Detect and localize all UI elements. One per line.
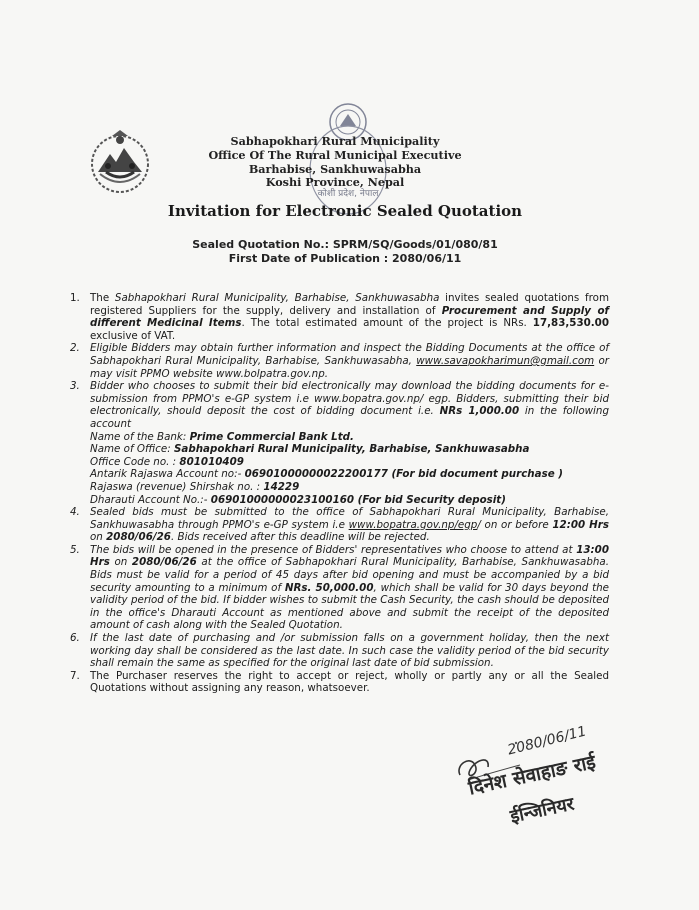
item-text: The bids will be opened in the presence of Bidders' representatives who choose to attend at	[90, 543, 577, 556]
list-item	[64, 670, 609, 695]
antarik-account: 06901000000022200177 (For bid document purchase )	[244, 468, 563, 481]
item-text: . Bids received after this deadline will be rejected.	[170, 531, 430, 544]
list-item	[64, 506, 609, 544]
item-text: . The total estimated amount of the project is NRs.	[241, 317, 533, 330]
shirshak-number: 14229	[263, 480, 300, 493]
office-label: Name of Office:	[90, 443, 174, 456]
opening-date: 2080/06/26	[131, 556, 197, 569]
item-text: invites sealed quotations from registered Suppliers for the supply, delivery and installation of	[90, 292, 609, 317]
bid-security-amount: NRs. 50,000.00	[284, 581, 374, 594]
item-text: exclusive of VAT.	[90, 329, 176, 342]
nepal-emblem-logo	[86, 128, 154, 196]
header-office: Office Of The Rural Municipal Executive	[208, 148, 462, 162]
item-number: 1.	[70, 292, 80, 304]
bank-name: Prime Commercial Bank Ltd.	[189, 430, 354, 443]
list-item	[64, 342, 609, 380]
item-text: / on or before	[477, 518, 553, 531]
item-number: 3.	[70, 380, 80, 393]
header-municipality: Sabhapokhari Rural Municipality	[230, 134, 440, 148]
item-text: The Purchaser reserves the right to accept or reject, wholly or partly any or all the Sealed Quotations without assigning any reason, whatsoever.	[90, 669, 609, 695]
list-item	[64, 544, 609, 632]
list-item	[64, 292, 609, 342]
opening-time: 13:00 Hrs	[90, 543, 609, 569]
publication-date: First Date of Publication : 2080/06/11	[228, 252, 462, 265]
signatory-designation: ईन्जिनियर	[508, 793, 577, 828]
quotation-number: Sealed Quotation No.: SPRM/SQ/Goods/01/080/81	[192, 238, 498, 251]
item-number: 7.	[70, 669, 80, 682]
document-cost: NRs 1,000.00	[439, 405, 520, 418]
list-item	[64, 380, 609, 506]
item-text: Procurement and Supply of different Medicinal Items	[90, 304, 609, 330]
item-text: on	[109, 556, 132, 569]
item-text: Bidder who chooses to submit their bid electronically may download the bidding documents for e-submission from PPMO's e-GP system i.e www.bopatra.gov.np/ egp. Bidders, submitting their bid electronically, should deposit the cost of bidding document i.e.	[90, 380, 609, 418]
office-name: Sabhapokhari Rural Municipality, Barhabise, Sankhuwasabha	[173, 443, 530, 456]
item-text: If the last date of purchasing and /or submission falls on a government holiday, then the next working day shall be considered as the last date. In such case the validity period of the bid security shall remain the same as specified for the original last date of bid submission.	[90, 632, 609, 670]
header-address: Barhabise, Sankhuwasabha	[248, 162, 422, 176]
signatory-name: दिनेश सेवाहाङ राई	[466, 751, 598, 800]
shirshak-label: Rajaswa (revenue) Shirshak no. :	[90, 480, 264, 493]
item-text: in the following account	[90, 405, 609, 430]
dharauti-label: Dharauti Account No.:-	[90, 493, 211, 506]
bank-label: Name of the Bank:	[90, 430, 190, 443]
deadline-time: 12:00 Hrs	[552, 518, 609, 531]
email-link[interactable]: www.savapokharimun@gmail.com	[416, 354, 595, 367]
signature-date: 2080/06/11	[506, 723, 589, 759]
item-text: Sabhapokhari Rural Municipality, Barhabise, Sankhuwasabha	[114, 292, 440, 304]
document-title: Invitation for Electronic Sealed Quotation	[167, 202, 523, 220]
item-text: Sealed bids must be submitted to the office of Sabhapokhari Rural Municipality, Barhabise, Sankhuwasabha through PPMO's e-GP system i.e	[90, 506, 609, 531]
item-text: , which shall be valid for 30 days beyond the validity period of the bid. If bidder wishes to submit the Cash Security, the cash should be deposited in the office's Dharauti Account as mentioned above and submit the receipt of the deposited amount of cash along with the Sealed Quotation.	[90, 581, 609, 632]
antarik-label: Antarik Rajaswa Account no:-	[90, 468, 245, 481]
item-number: 4.	[70, 506, 80, 519]
header-province: Koshi Province, Nepal	[265, 175, 405, 189]
notice-body	[64, 292, 609, 695]
item-text: on	[90, 531, 107, 544]
item-text: at the office of Sabhapokhari Rural Municipality, Barhabise, Sankhuwasabha. Bids must be valid for a period of 45 days after bid opening and must be accompanied by a bid security amounting to a minimum of	[90, 556, 609, 594]
egp-link[interactable]: www.bopatra.gov.np/egp	[348, 518, 478, 531]
list-item	[64, 632, 609, 670]
item-number: 6.	[70, 632, 80, 645]
deadline-date: 2080/06/26	[106, 531, 171, 544]
seal-text: कोशी प्रदेश, नेपाल	[317, 189, 379, 199]
dharauti-account: 06901000000023100160 (For bid Security deposit)	[210, 493, 506, 506]
estimated-amount: 17,83,530.00	[532, 317, 610, 330]
item-text: The	[90, 292, 115, 304]
item-number: 5.	[70, 543, 80, 556]
item-text: Eligible Bidders may obtain further information and inspect the Bidding Documents at the office of Sabhapokhari Rural Municipality, Barhabise, Sankhuwasabha,	[90, 342, 609, 367]
item-number: 2.	[70, 342, 80, 355]
office-code: 801010409	[179, 455, 244, 468]
item-text: or may visit PPMO website www.bolpatra.gov.np.	[90, 354, 609, 380]
office-code-label: Office Code no. :	[90, 455, 180, 468]
